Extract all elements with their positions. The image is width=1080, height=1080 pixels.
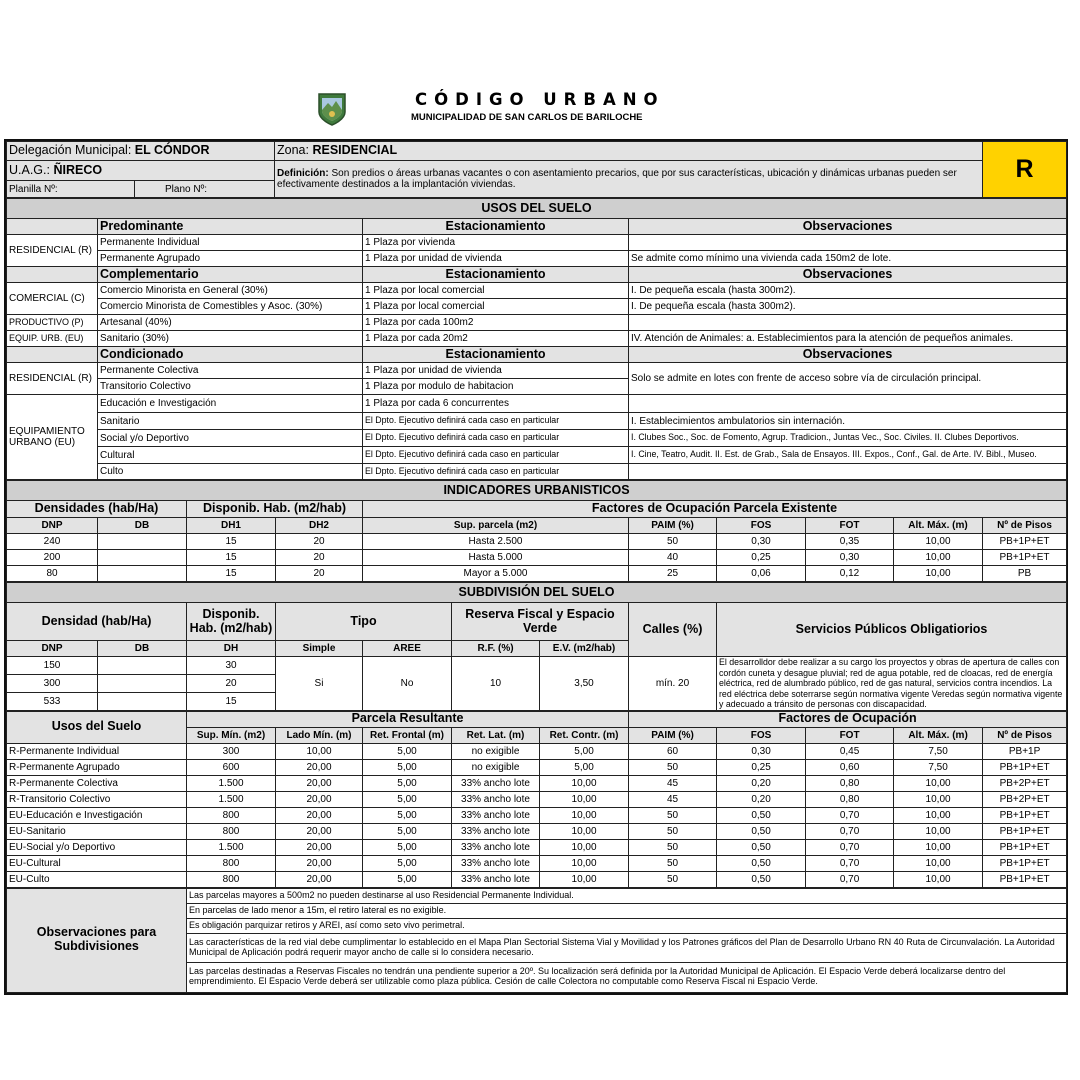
dnp-cell: 533 bbox=[7, 692, 98, 710]
parcela-cell: 0,20 bbox=[717, 775, 806, 791]
col-header: FOT bbox=[806, 518, 894, 534]
estacionamiento-header: Estacionamiento bbox=[363, 267, 629, 283]
col-header: Ret. Frontal (m) bbox=[363, 727, 452, 743]
col-header: DB bbox=[98, 641, 187, 657]
table-row bbox=[7, 430, 1067, 447]
table-row bbox=[7, 807, 1067, 823]
indicador-cell: 240 bbox=[7, 534, 98, 550]
db-cell bbox=[98, 657, 187, 675]
uso-cell: Social y/o Deportivo bbox=[98, 430, 363, 447]
obs-cell: Se admite como mínimo una vivienda cada 150m2 de lote. bbox=[629, 251, 1067, 267]
definicion-label: Definición: bbox=[277, 168, 329, 179]
table-row bbox=[7, 363, 1067, 379]
uso-cell: Artesanal (40%) bbox=[98, 315, 363, 331]
parcela-cell: 5,00 bbox=[363, 855, 452, 871]
uso-cell: Sanitario (30%) bbox=[98, 331, 363, 347]
table-row bbox=[7, 871, 1067, 887]
parcela-cell: 20,00 bbox=[276, 759, 363, 775]
parcela-cell: PB+1P+ET bbox=[983, 839, 1067, 855]
indicador-cell: 0,30 bbox=[717, 534, 806, 550]
uso-cell: Comercio Minorista de Comestibles y Asoc. (30%) bbox=[98, 299, 363, 315]
plano-label: Plano Nº: bbox=[135, 181, 275, 198]
parcela-cell: 7,50 bbox=[894, 759, 983, 775]
planilla-label: Planilla Nº: bbox=[7, 181, 135, 198]
indicador-cell bbox=[98, 566, 187, 582]
col-header: DH bbox=[187, 641, 276, 657]
observacion-item: Las parcelas mayores a 500m2 no pueden destinarse al uso Residencial Permanente Individual. bbox=[187, 888, 1067, 903]
parcela-cell: 33% ancho lote bbox=[452, 871, 540, 887]
obs-cell bbox=[629, 235, 1067, 251]
uso-cell: R-Permanente Colectiva bbox=[7, 775, 187, 791]
table-row bbox=[7, 413, 1067, 430]
parcela-cell: 0,60 bbox=[806, 759, 894, 775]
parcela-cell: 0,20 bbox=[717, 791, 806, 807]
est-cell: El Dpto. Ejecutivo definirá cada caso en particular bbox=[363, 413, 629, 430]
table-row bbox=[7, 283, 1067, 299]
obs-cell: Solo se admite en lotes con frente de acceso sobre vía de circulación principal. bbox=[629, 363, 1067, 395]
table-row bbox=[7, 855, 1067, 871]
col-header: Simple bbox=[276, 641, 363, 657]
parcela-cell: PB+1P+ET bbox=[983, 823, 1067, 839]
parcela-cell: 45 bbox=[629, 775, 717, 791]
parcela-cell: 10,00 bbox=[540, 775, 629, 791]
indicador-cell: 0,12 bbox=[806, 566, 894, 582]
col-header: Nº de Pisos bbox=[983, 518, 1067, 534]
parcela-cell: PB+2P+ET bbox=[983, 775, 1067, 791]
parcela-cell: 5,00 bbox=[363, 807, 452, 823]
db-cell bbox=[98, 674, 187, 692]
parcela-cell: 33% ancho lote bbox=[452, 855, 540, 871]
parcela-cell: 0,45 bbox=[806, 743, 894, 759]
parcela-cell: 800 bbox=[187, 855, 276, 871]
aree-cell: No bbox=[363, 657, 452, 711]
parcela-cell: 800 bbox=[187, 823, 276, 839]
est-cell: 1 Plaza por cada 100m2 bbox=[363, 315, 629, 331]
col-header: DH2 bbox=[276, 518, 363, 534]
parcela-cell: 300 bbox=[187, 743, 276, 759]
document-subtitle: MUNICIPALIDAD DE SAN CARLOS DE BARILOCHE bbox=[411, 112, 643, 123]
est-cell: 1 Plaza por unidad de vivienda bbox=[363, 251, 629, 267]
parcela-cell: 10,00 bbox=[894, 839, 983, 855]
group-label: EQUIPAMIENTO URBANO (EU) bbox=[7, 395, 98, 480]
uag-label: U.A.G.: bbox=[9, 162, 54, 177]
table-row bbox=[7, 464, 1067, 480]
parcela-cell: 50 bbox=[629, 759, 717, 775]
obs-cell bbox=[629, 315, 1067, 331]
indicador-cell: 20 bbox=[276, 550, 363, 566]
uso-cell: Comercio Minorista en General (30%) bbox=[98, 283, 363, 299]
indicador-cell bbox=[98, 534, 187, 550]
parcela-cell: 10,00 bbox=[894, 807, 983, 823]
uso-cell: Permanente Agrupado bbox=[98, 251, 363, 267]
municipal-crest-icon bbox=[316, 92, 348, 126]
table-row bbox=[7, 657, 1067, 675]
parcela-cell: 1.500 bbox=[187, 791, 276, 807]
indicador-cell: 25 bbox=[629, 566, 717, 582]
parcela-cell: 1.500 bbox=[187, 775, 276, 791]
parcela-header: Parcela Resultante bbox=[187, 711, 629, 727]
col-header: Sup. Mín. (m2) bbox=[187, 727, 276, 743]
parcela-cell: 7,50 bbox=[894, 743, 983, 759]
col-header: Alt. Máx. (m) bbox=[894, 727, 983, 743]
uag-cell bbox=[7, 161, 275, 181]
parcela-cell: 5,00 bbox=[363, 839, 452, 855]
parcela-cell: 33% ancho lote bbox=[452, 807, 540, 823]
col-header: FOS bbox=[717, 518, 806, 534]
parcela-cell: 10,00 bbox=[540, 839, 629, 855]
parcela-cell: 20,00 bbox=[276, 791, 363, 807]
parcela-cell: 10,00 bbox=[894, 775, 983, 791]
parcela-cell: 33% ancho lote bbox=[452, 839, 540, 855]
complementario-header: Complementario bbox=[98, 267, 363, 283]
table-row bbox=[7, 315, 1067, 331]
parcela-cell: 50 bbox=[629, 839, 717, 855]
indicador-cell: Hasta 5.000 bbox=[363, 550, 629, 566]
group-label: PRODUCTIVO (P) bbox=[7, 315, 98, 331]
parcela-cell: 0,80 bbox=[806, 775, 894, 791]
parcela-cell: 33% ancho lote bbox=[452, 775, 540, 791]
parcela-cell: 0,70 bbox=[806, 839, 894, 855]
est-cell: 1 Plaza por local comercial bbox=[363, 299, 629, 315]
col-header: DNP bbox=[7, 518, 98, 534]
parcela-cell: 20,00 bbox=[276, 855, 363, 871]
parcela-cell: 50 bbox=[629, 823, 717, 839]
parcela-cell: 1.500 bbox=[187, 839, 276, 855]
dnp-cell: 300 bbox=[7, 674, 98, 692]
zona-value: RESIDENCIAL bbox=[312, 143, 398, 158]
disponib-header: Disponib. Hab. (m2/hab) bbox=[187, 501, 363, 518]
densidad-header: Densidad (hab/Ha) bbox=[7, 603, 187, 641]
observacion-item: Las parcelas destinadas a Reservas Fiscales no tendrán una pendiente superior a 20º. Su localización será definida por la Autoridad Municipal de Aplicación. El Espacio Verde deberá localizarse dentro del emprendimiento. El Espacio Verde deberá ser utilizable como plaza pública. Cesión de calle Colectora no computable como Reserva Fiscal ni Espacio Verde. bbox=[187, 962, 1067, 992]
indicador-cell: 10,00 bbox=[894, 566, 983, 582]
indicador-cell: 15 bbox=[187, 550, 276, 566]
uag-value: ÑIRECO bbox=[53, 162, 103, 177]
parcela-cell: 50 bbox=[629, 807, 717, 823]
table-row bbox=[7, 550, 1067, 566]
est-cell: El Dpto. Ejecutivo definirá cada caso en particular bbox=[363, 430, 629, 447]
parcela-cell: 10,00 bbox=[894, 823, 983, 839]
parcela-cell: 20,00 bbox=[276, 775, 363, 791]
parcela-cell: 0,70 bbox=[806, 807, 894, 823]
indicador-cell bbox=[98, 550, 187, 566]
indicador-cell: 50 bbox=[629, 534, 717, 550]
parcela-cell: 0,70 bbox=[806, 871, 894, 887]
parcela-cell: 5,00 bbox=[363, 871, 452, 887]
ev-cell: 3,50 bbox=[540, 657, 629, 711]
delegacion-label: Delegación Municipal: bbox=[9, 143, 135, 158]
table-row bbox=[7, 759, 1067, 775]
parcela-cell: 0,70 bbox=[806, 855, 894, 871]
parcela-cell: 5,00 bbox=[540, 759, 629, 775]
usos-table bbox=[6, 198, 1067, 480]
uso-cell: Permanente Individual bbox=[98, 235, 363, 251]
uso-cell: Culto bbox=[98, 464, 363, 480]
table-row bbox=[7, 395, 1067, 413]
parcela-cell: 60 bbox=[629, 743, 717, 759]
zona-cell bbox=[275, 142, 983, 161]
observaciones-header: Observaciones bbox=[629, 267, 1067, 283]
parcela-cell: 0,50 bbox=[717, 823, 806, 839]
obs-cell: I. Cine, Teatro, Audit. II. Est. de Grab., Sala de Ensayos. III. Expos., Conf., Gal. de Arte. IV. Bibl., Museo. bbox=[629, 447, 1067, 464]
parcela-cell: 5,00 bbox=[363, 775, 452, 791]
densidades-header: Densidades (hab/Ha) bbox=[7, 501, 187, 518]
estacionamiento-header: Estacionamiento bbox=[363, 219, 629, 235]
indicador-cell: 80 bbox=[7, 566, 98, 582]
indicador-cell: 15 bbox=[187, 566, 276, 582]
factores-header: Factores de Ocupación Parcela Existente bbox=[363, 501, 1067, 518]
table-row bbox=[7, 447, 1067, 464]
est-cell: 1 Plaza por modulo de habitacion bbox=[363, 379, 629, 395]
indicadores-table bbox=[6, 480, 1067, 582]
uso-cell: R-Permanente Agrupado bbox=[7, 759, 187, 775]
col-header: DB bbox=[98, 518, 187, 534]
uso-cell: Educación e Investigación bbox=[98, 395, 363, 413]
db-cell bbox=[98, 692, 187, 710]
parcela-cell: 10,00 bbox=[540, 823, 629, 839]
uso-cell: Cultural bbox=[98, 447, 363, 464]
uso-cell: EU-Educación e Investigación bbox=[7, 807, 187, 823]
table-row bbox=[7, 534, 1067, 550]
uso-cell: EU-Sanitario bbox=[7, 823, 187, 839]
observacion-item: Las características de la red vial debe cumplimentar lo establecido en el Mapa Plan Sectorial Sistema Vial y Movilidad y los Patrones gráficos del Plan de Desarrollo Urbano RN 40 Ruta de Circunvalación. La Autoridad Municipal de Aplicación podrá requerir mayor ancho de calle si lo considera necesario. bbox=[187, 933, 1067, 962]
col-header: Lado Mín. (m) bbox=[276, 727, 363, 743]
zoning-sheet bbox=[4, 139, 1068, 995]
col-header: AREE bbox=[363, 641, 452, 657]
col-header: DNP bbox=[7, 641, 98, 657]
observacion-item: Es obligación parquizar retiros y AREI, así como seto vivo perimetral. bbox=[187, 918, 1067, 933]
zone-code-badge: R bbox=[983, 142, 1067, 198]
est-cell: 1 Plaza por local comercial bbox=[363, 283, 629, 299]
parcela-cell: PB+1P+ET bbox=[983, 871, 1067, 887]
uso-cell: Permanente Colectiva bbox=[98, 363, 363, 379]
indicador-cell: 200 bbox=[7, 550, 98, 566]
parcela-cell: 10,00 bbox=[540, 871, 629, 887]
dnp-cell: 150 bbox=[7, 657, 98, 675]
uso-cell: EU-Cultural bbox=[7, 855, 187, 871]
estacionamiento-header: Estacionamiento bbox=[363, 347, 629, 363]
table-row bbox=[7, 235, 1067, 251]
factores-header: Factores de Ocupación bbox=[629, 711, 1067, 727]
parcela-cell: 10,00 bbox=[894, 855, 983, 871]
parcela-cell: 5,00 bbox=[540, 743, 629, 759]
parcela-cell: 800 bbox=[187, 807, 276, 823]
table-row bbox=[7, 331, 1067, 347]
table-row bbox=[7, 299, 1067, 315]
parcela-cell: 20,00 bbox=[276, 807, 363, 823]
table-row bbox=[7, 823, 1067, 839]
usos-section-title: USOS DEL SUELO bbox=[7, 199, 1067, 219]
parcela-cell: 5,00 bbox=[363, 791, 452, 807]
parcela-cell: 0,50 bbox=[717, 855, 806, 871]
parcela-cell: no exigible bbox=[452, 743, 540, 759]
uso-cell: Transitorio Colectivo bbox=[98, 379, 363, 395]
calles-header: Calles (%) bbox=[629, 603, 717, 657]
indicador-cell: PB+1P+ET bbox=[983, 550, 1067, 566]
parcela-cell: 0,25 bbox=[717, 759, 806, 775]
parcela-cell: 20,00 bbox=[276, 871, 363, 887]
dh-cell: 15 bbox=[187, 692, 276, 710]
parcela-cell: 0,80 bbox=[806, 791, 894, 807]
indicador-cell: 0,06 bbox=[717, 566, 806, 582]
parcela-cell: 10,00 bbox=[894, 871, 983, 887]
indicador-cell: 15 bbox=[187, 534, 276, 550]
table-row bbox=[7, 251, 1067, 267]
obs-cell bbox=[629, 464, 1067, 480]
subdivision-section-title: SUBDIVISIÓN DEL SUELO bbox=[7, 583, 1067, 603]
condicionado-header: Condicionado bbox=[98, 347, 363, 363]
group-label: COMERCIAL (C) bbox=[7, 283, 98, 315]
obs-cell bbox=[629, 395, 1067, 413]
parcela-cell: 33% ancho lote bbox=[452, 823, 540, 839]
uso-cell: R-Permanente Individual bbox=[7, 743, 187, 759]
indicador-cell: 40 bbox=[629, 550, 717, 566]
predominante-header: Predominante bbox=[98, 219, 363, 235]
col-header: PAIM (%) bbox=[629, 727, 717, 743]
servicios-cell: El desarrolldor debe realizar a su cargo los proyectos y obras de apertura de calles con cordón cuneta y desague pluvial; red de agua potable, red de cloacas, red de energía eléctrica, red de alumbrado público, red de gas natural, servicios contra incendios. La red eléctrica debe soterrarse según normativa vigente Veredas según normativa vigente y adecuado a tránsito de personas con discapacidad. bbox=[717, 657, 1067, 711]
col-header: FOT bbox=[806, 727, 894, 743]
parcela-cell: 10,00 bbox=[540, 855, 629, 871]
col-header: Alt. Máx. (m) bbox=[894, 518, 983, 534]
est-cell: El Dpto. Ejecutivo definirá cada caso en particular bbox=[363, 447, 629, 464]
parcela-cell: 0,70 bbox=[806, 823, 894, 839]
definicion-text: Son predios o áreas urbanas vacantes o con asentamiento precarios, que por sus características, ubicación y dinámicas urbanas pueden ser efectivamente destinados a la implantación viviendas. bbox=[277, 168, 957, 190]
parcela-cell: PB+1P+ET bbox=[983, 855, 1067, 871]
est-cell: 1 Plaza por vivienda bbox=[363, 235, 629, 251]
indicador-cell: 0,25 bbox=[717, 550, 806, 566]
reserva-header: Reserva Fiscal y Espacio Verde bbox=[452, 603, 629, 641]
parcela-cell: 10,00 bbox=[276, 743, 363, 759]
obs-cell: I. De pequeña escala (hasta 300m2). bbox=[629, 299, 1067, 315]
definicion-cell bbox=[275, 161, 983, 198]
parcela-cell: 20,00 bbox=[276, 839, 363, 855]
indicador-cell: 10,00 bbox=[894, 534, 983, 550]
indicador-cell: Hasta 2.500 bbox=[363, 534, 629, 550]
parcela-cell: 50 bbox=[629, 855, 717, 871]
parcela-cell: 50 bbox=[629, 871, 717, 887]
col-header: FOS bbox=[717, 727, 806, 743]
observaciones-title: Observaciones para Subdivisiones bbox=[7, 888, 187, 992]
uso-cell: EU-Culto bbox=[7, 871, 187, 887]
table-row bbox=[7, 566, 1067, 582]
indicador-cell: 0,35 bbox=[806, 534, 894, 550]
indicadores-section-title: INDICADORES URBANISTICOS bbox=[7, 481, 1067, 501]
table-row bbox=[7, 775, 1067, 791]
indicador-cell: 20 bbox=[276, 534, 363, 550]
col-header: Nº de Pisos bbox=[983, 727, 1067, 743]
table-row bbox=[7, 839, 1067, 855]
parcela-cell: PB+1P bbox=[983, 743, 1067, 759]
col-header: R.F. (%) bbox=[452, 641, 540, 657]
observaciones-header: Observaciones bbox=[629, 347, 1067, 363]
indicador-cell: 10,00 bbox=[894, 550, 983, 566]
table-row bbox=[7, 791, 1067, 807]
parcela-cell: 600 bbox=[187, 759, 276, 775]
col-header: Ret. Lat. (m) bbox=[452, 727, 540, 743]
est-cell: 1 Plaza por cada 6 concurrentes bbox=[363, 395, 629, 413]
parcela-cell: 5,00 bbox=[363, 759, 452, 775]
parcela-cell: 5,00 bbox=[363, 743, 452, 759]
est-cell: 1 Plaza por unidad de vivienda bbox=[363, 363, 629, 379]
parcela-cell: 5,00 bbox=[363, 823, 452, 839]
indicador-cell: PB bbox=[983, 566, 1067, 582]
delegacion-cell bbox=[7, 142, 275, 161]
observaciones-table bbox=[6, 888, 1067, 993]
est-cell: 1 Plaza por cada 20m2 bbox=[363, 331, 629, 347]
rf-cell: 10 bbox=[452, 657, 540, 711]
parcela-cell: PB+1P+ET bbox=[983, 759, 1067, 775]
indicador-cell: 20 bbox=[276, 566, 363, 582]
col-header: Ret. Contr. (m) bbox=[540, 727, 629, 743]
document-title: CÓDIGO URBANO bbox=[415, 90, 665, 109]
table-row bbox=[7, 743, 1067, 759]
simple-cell: Si bbox=[276, 657, 363, 711]
est-cell: El Dpto. Ejecutivo definirá cada caso en particular bbox=[363, 464, 629, 480]
col-header: DH1 bbox=[187, 518, 276, 534]
observaciones-header: Observaciones bbox=[629, 219, 1067, 235]
col-header: PAIM (%) bbox=[629, 518, 717, 534]
zona-label: Zona: bbox=[277, 143, 313, 158]
parcela-cell: PB+2P+ET bbox=[983, 791, 1067, 807]
col-header: Sup. parcela (m2) bbox=[363, 518, 629, 534]
parcela-cell: 0,50 bbox=[717, 839, 806, 855]
subdivision-table bbox=[6, 582, 1067, 711]
parcela-cell: 33% ancho lote bbox=[452, 791, 540, 807]
parcela-cell: 10,00 bbox=[540, 807, 629, 823]
group-label: RESIDENCIAL (R) bbox=[7, 363, 98, 395]
document-header bbox=[0, 88, 1080, 132]
parcela-cell: 20,00 bbox=[276, 823, 363, 839]
parcela-cell: 45 bbox=[629, 791, 717, 807]
obs-cell: IV. Atención de Animales: a. Establecimientos para la atención de pequeños animales. bbox=[629, 331, 1067, 347]
parcela-table bbox=[6, 711, 1067, 888]
observacion-item: En parcelas de lado menor a 15m, el retiro lateral es no exigible. bbox=[187, 903, 1067, 918]
usos-header: Usos del Suelo bbox=[7, 711, 187, 743]
parcela-cell: 0,50 bbox=[717, 807, 806, 823]
group-label: EQUIP. URB. (EU) bbox=[7, 331, 98, 347]
parcela-cell: 0,30 bbox=[717, 743, 806, 759]
calles-cell: mín. 20 bbox=[629, 657, 717, 711]
obs-cell: I. Clubes Soc., Soc. de Fomento, Agrup. Tradicion., Juntas Vec., Soc. Civiles. II. Clubes Deportivos. bbox=[629, 430, 1067, 447]
parcela-cell: 10,00 bbox=[894, 791, 983, 807]
tipo-header: Tipo bbox=[276, 603, 452, 641]
delegacion-value: EL CÓNDOR bbox=[134, 143, 210, 158]
obs-cell: I. De pequeña escala (hasta 300m2). bbox=[629, 283, 1067, 299]
parcela-cell: PB+1P+ET bbox=[983, 807, 1067, 823]
disponib-header: Disponib. Hab. (m2/hab) bbox=[187, 603, 276, 641]
uso-cell: EU-Social y/o Deportivo bbox=[7, 839, 187, 855]
uso-cell: Sanitario bbox=[98, 413, 363, 430]
servicios-header: Servicios Públicos Obligatiorios bbox=[717, 603, 1067, 657]
uso-cell: R-Transitorio Colectivo bbox=[7, 791, 187, 807]
col-header: E.V. (m2/hab) bbox=[540, 641, 629, 657]
parcela-cell: 0,50 bbox=[717, 871, 806, 887]
parcela-cell: no exigible bbox=[452, 759, 540, 775]
parcela-cell: 10,00 bbox=[540, 791, 629, 807]
indicador-cell: Mayor a 5.000 bbox=[363, 566, 629, 582]
dh-cell: 20 bbox=[187, 674, 276, 692]
obs-cell: I. Establecimientos ambulatorios sin internación. bbox=[629, 413, 1067, 430]
indicador-cell: 0,30 bbox=[806, 550, 894, 566]
group-label: RESIDENCIAL (R) bbox=[7, 235, 98, 267]
dh-cell: 30 bbox=[187, 657, 276, 675]
info-table bbox=[6, 141, 1067, 198]
indicador-cell: PB+1P+ET bbox=[983, 534, 1067, 550]
parcela-cell: 800 bbox=[187, 871, 276, 887]
